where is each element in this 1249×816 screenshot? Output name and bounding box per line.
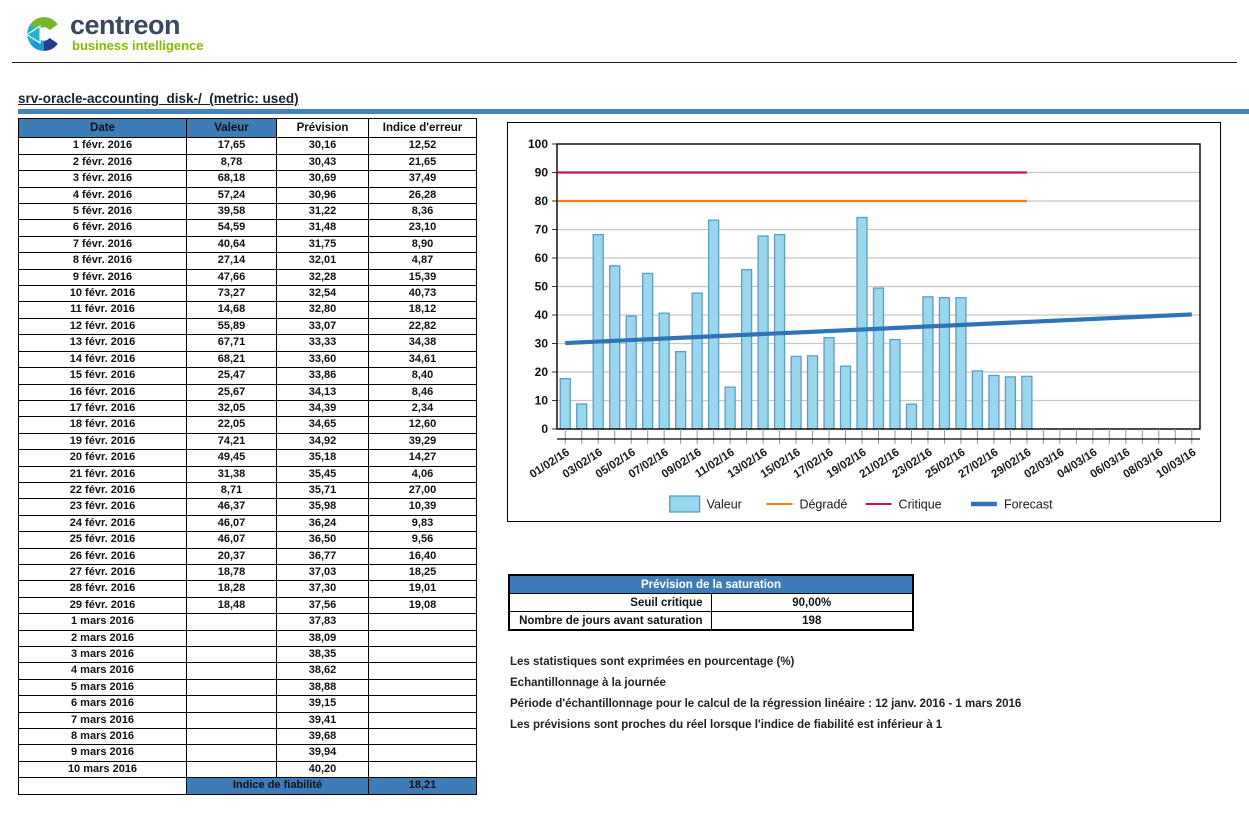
error-cell: 10,39 <box>369 499 477 515</box>
error-cell: 9,56 <box>369 532 477 548</box>
prevision-cell: 33,07 <box>277 318 369 334</box>
value-cell: 46,07 <box>187 532 277 548</box>
value-cell <box>187 663 277 679</box>
valeur-bar <box>692 293 702 429</box>
legend-item-critique <box>866 498 942 512</box>
date-cell: 22 févr. 2016 <box>19 482 187 498</box>
error-cell: 14,27 <box>369 450 477 466</box>
date-cell: 12 févr. 2016 <box>19 318 187 334</box>
value-cell: 74,21 <box>187 433 277 449</box>
date-cell: 29 févr. 2016 <box>19 597 187 613</box>
error-cell <box>369 647 477 663</box>
table-row <box>19 154 477 170</box>
legend-item-dégradé <box>766 498 847 512</box>
x-axis-tick-label: 25/02/16 <box>923 446 968 481</box>
empty-cell <box>19 778 187 794</box>
prevision-cell: 32,80 <box>277 302 369 318</box>
table-row <box>19 679 477 695</box>
logo-tagline: business intelligence <box>72 38 204 53</box>
prevision-cell: 35,45 <box>277 466 369 482</box>
date-cell: 4 févr. 2016 <box>19 187 187 203</box>
y-axis-tick-label: 10 <box>534 393 548 408</box>
error-cell: 18,25 <box>369 564 477 580</box>
date-cell: 6 mars 2016 <box>19 696 187 712</box>
y-axis-tick-label: 30 <box>534 336 548 351</box>
table-row <box>19 499 477 515</box>
date-cell: 28 févr. 2016 <box>19 581 187 597</box>
table-row <box>19 302 477 318</box>
saturation-header-row <box>509 575 913 594</box>
error-cell: 4,87 <box>369 253 477 269</box>
y-axis-tick-label: 80 <box>534 194 548 208</box>
logo-wordmark: centreon <box>70 10 181 40</box>
table-row <box>19 761 477 777</box>
table-row <box>19 171 477 187</box>
error-cell: 12,52 <box>369 138 477 154</box>
value-cell <box>187 745 277 761</box>
valeur-bar <box>676 352 686 429</box>
note-line: Période d'échantillonnage pour le calcul de la régression linéaire : 12 janv. 2016 - 1 mars 2016 <box>510 698 1022 710</box>
value-cell: 68,18 <box>187 171 277 187</box>
value-cell <box>187 614 277 630</box>
prevision-cell: 40,20 <box>277 761 369 777</box>
x-axis-tick-label: 07/02/16 <box>626 446 671 481</box>
prevision-cell: 35,18 <box>277 450 369 466</box>
value-cell <box>187 761 277 777</box>
table-row <box>19 532 477 548</box>
prevision-cell: 32,28 <box>277 269 369 285</box>
date-cell: 9 mars 2016 <box>19 745 187 761</box>
value-cell: 73,27 <box>187 286 277 302</box>
date-cell: 26 févr. 2016 <box>19 548 187 564</box>
date-cell: 23 févr. 2016 <box>19 499 187 515</box>
legend-item-forecast <box>971 498 1053 512</box>
prevision-cell: 34,65 <box>277 417 369 433</box>
valeur-bar <box>972 371 982 429</box>
x-axis-tick-label: 15/02/16 <box>758 446 803 481</box>
valeur-bar <box>626 316 636 429</box>
date-cell: 17 févr. 2016 <box>19 400 187 416</box>
value-cell: 20,37 <box>187 548 277 564</box>
value-cell: 17,65 <box>187 138 277 154</box>
saturation-label: Nombre de jours avant saturation <box>509 612 711 631</box>
prevision-cell: 30,43 <box>277 154 369 170</box>
value-cell: 18,48 <box>187 597 277 613</box>
date-cell: 4 mars 2016 <box>19 663 187 679</box>
x-axis-tick-label: 23/02/16 <box>890 446 935 481</box>
table-row <box>19 318 477 334</box>
table-row <box>19 335 477 351</box>
error-cell <box>369 761 477 777</box>
table-row <box>19 630 477 646</box>
valeur-bar <box>643 273 653 429</box>
report-notes <box>510 652 1021 736</box>
valeur-bar <box>577 404 587 429</box>
value-cell: 46,07 <box>187 515 277 531</box>
value-cell <box>187 712 277 728</box>
prevision-cell: 31,48 <box>277 220 369 236</box>
table-row <box>19 187 477 203</box>
value-cell: 49,45 <box>187 450 277 466</box>
title-accent-bar <box>18 109 1249 114</box>
value-cell: 40,64 <box>187 236 277 252</box>
top-divider <box>12 62 1237 63</box>
error-cell: 9,83 <box>369 515 477 531</box>
prevision-cell: 39,68 <box>277 729 369 745</box>
prevision-cell: 36,50 <box>277 532 369 548</box>
table-row <box>19 368 477 384</box>
legend-label: Valeur <box>706 497 742 512</box>
error-cell: 19,01 <box>369 581 477 597</box>
table-row <box>19 286 477 302</box>
value-cell: 22,05 <box>187 417 277 433</box>
valeur-bar <box>808 356 818 429</box>
value-cell: 25,67 <box>187 384 277 400</box>
x-axis-tick-label: 06/03/16 <box>1088 446 1133 481</box>
table-row <box>19 663 477 679</box>
error-cell: 15,39 <box>369 269 477 285</box>
prevision-cell: 37,03 <box>277 564 369 580</box>
date-cell: 16 févr. 2016 <box>19 384 187 400</box>
error-cell: 21,65 <box>369 154 477 170</box>
table-row <box>19 548 477 564</box>
table-row <box>19 515 477 531</box>
table-row <box>19 647 477 663</box>
value-cell: 39,58 <box>187 204 277 220</box>
x-axis-tick-label: 10/03/16 <box>1154 446 1199 481</box>
error-cell: 22,82 <box>369 318 477 334</box>
date-cell: 10 mars 2016 <box>19 761 187 777</box>
error-cell: 26,28 <box>369 187 477 203</box>
table-row <box>19 450 477 466</box>
x-axis-tick-label: 17/02/16 <box>791 446 836 481</box>
column-header-valeur: Valeur <box>187 119 277 138</box>
y-axis-tick-label: 40 <box>534 308 548 322</box>
value-cell <box>187 729 277 745</box>
centreon-logo-icon <box>26 16 62 52</box>
date-cell: 25 févr. 2016 <box>19 532 187 548</box>
x-axis-tick-label: 11/02/16 <box>693 446 737 481</box>
table-row <box>19 417 477 433</box>
x-axis-tick-label: 02/03/16 <box>1022 446 1067 481</box>
forecast-chart <box>507 122 1221 522</box>
value-cell: 14,68 <box>187 302 277 318</box>
error-cell: 34,61 <box>369 351 477 367</box>
y-axis-tick-label: 100 <box>527 137 548 151</box>
column-header-indice-erreur: Indice d'erreur <box>369 119 477 138</box>
prevision-cell: 38,62 <box>277 663 369 679</box>
value-cell: 31,38 <box>187 466 277 482</box>
prevision-cell: 37,56 <box>277 597 369 613</box>
error-cell: 8,40 <box>369 368 477 384</box>
y-axis-tick-label: 90 <box>534 165 548 180</box>
table-row <box>19 729 477 745</box>
metrics-table <box>18 118 477 795</box>
date-cell: 5 févr. 2016 <box>19 204 187 220</box>
prevision-cell: 31,75 <box>277 236 369 252</box>
date-cell: 7 févr. 2016 <box>19 236 187 252</box>
valeur-bar <box>560 379 570 429</box>
table-row <box>19 236 477 252</box>
error-cell: 16,40 <box>369 548 477 564</box>
column-header-date: Date <box>19 119 187 138</box>
x-axis-tick-label: 05/02/16 <box>593 446 638 481</box>
x-axis-tick-label: 21/02/16 <box>857 446 902 481</box>
saturation-value: 90,00% <box>711 594 913 612</box>
error-cell: 18,12 <box>369 302 477 318</box>
table-row <box>19 466 477 482</box>
y-axis-tick-label: 20 <box>534 365 548 379</box>
value-cell: 25,47 <box>187 368 277 384</box>
table-row <box>19 581 477 597</box>
reliability-label: Indice de fiabilité <box>187 778 369 794</box>
y-axis-tick-label: 0 <box>541 422 548 436</box>
valeur-bar <box>906 404 916 429</box>
x-axis-tick-label: 13/02/16 <box>725 446 770 481</box>
prevision-cell: 39,15 <box>277 696 369 712</box>
date-cell: 20 févr. 2016 <box>19 450 187 466</box>
error-cell: 12,60 <box>369 417 477 433</box>
date-cell: 18 févr. 2016 <box>19 417 187 433</box>
error-cell: 19,08 <box>369 597 477 613</box>
x-axis-tick-label: 01/02/16 <box>527 446 572 481</box>
y-axis-tick-label: 60 <box>534 251 548 265</box>
table-row <box>19 482 477 498</box>
x-axis-tick-label: 29/02/16 <box>989 446 1034 481</box>
saturation-value: 198 <box>711 612 913 631</box>
valeur-bar <box>890 340 900 429</box>
date-cell: 8 mars 2016 <box>19 729 187 745</box>
saturation-row <box>509 594 913 612</box>
legend-key-valeur <box>670 496 700 512</box>
legend-item-valeur <box>670 496 742 512</box>
x-axis-tick-label: 27/02/16 <box>956 446 1001 481</box>
prevision-cell: 38,88 <box>277 679 369 695</box>
value-cell: 18,78 <box>187 564 277 580</box>
prevision-cell: 38,35 <box>277 647 369 663</box>
prevision-cell: 30,96 <box>277 187 369 203</box>
error-cell <box>369 679 477 695</box>
table-row <box>19 597 477 613</box>
date-cell: 11 févr. 2016 <box>19 302 187 318</box>
value-cell: 54,59 <box>187 220 277 236</box>
valeur-bar <box>923 297 933 429</box>
y-axis-tick-label: 70 <box>534 222 548 237</box>
saturation-row <box>509 612 913 631</box>
prevision-cell: 30,16 <box>277 138 369 154</box>
value-cell: 18,28 <box>187 581 277 597</box>
chart-svg <box>508 123 1220 521</box>
valeur-bar <box>857 218 867 429</box>
valeur-bar <box>742 270 752 429</box>
table-row <box>19 220 477 236</box>
date-cell: 9 févr. 2016 <box>19 269 187 285</box>
prevision-cell: 34,39 <box>277 400 369 416</box>
valeur-bar <box>610 266 620 429</box>
prevision-cell: 33,60 <box>277 351 369 367</box>
table-row <box>19 384 477 400</box>
error-cell: 39,29 <box>369 433 477 449</box>
date-cell: 19 févr. 2016 <box>19 433 187 449</box>
prevision-cell: 34,92 <box>277 433 369 449</box>
prevision-cell: 34,13 <box>277 384 369 400</box>
legend-label: Critique <box>898 497 942 512</box>
error-cell: 40,73 <box>369 286 477 302</box>
value-cell: 27,14 <box>187 253 277 269</box>
prevision-cell: 36,24 <box>277 515 369 531</box>
date-cell: 3 mars 2016 <box>19 647 187 663</box>
prevision-cell: 33,33 <box>277 335 369 351</box>
error-cell <box>369 712 477 728</box>
valeur-bar <box>725 387 735 429</box>
prevision-cell: 32,54 <box>277 286 369 302</box>
error-cell: 34,38 <box>369 335 477 351</box>
prevision-cell: 39,41 <box>277 712 369 728</box>
value-cell: 46,37 <box>187 499 277 515</box>
prevision-cell: 37,30 <box>277 581 369 597</box>
value-cell: 8,71 <box>187 482 277 498</box>
reliability-row <box>19 778 477 794</box>
prevision-cell: 32,01 <box>277 253 369 269</box>
value-cell: 32,05 <box>187 400 277 416</box>
valeur-bar <box>709 220 719 429</box>
error-cell: 8,46 <box>369 384 477 400</box>
x-axis-tick-label: 09/02/16 <box>659 446 704 481</box>
date-cell: 6 févr. 2016 <box>19 220 187 236</box>
date-cell: 13 févr. 2016 <box>19 335 187 351</box>
error-cell <box>369 663 477 679</box>
table-row <box>19 712 477 728</box>
error-cell: 27,00 <box>369 482 477 498</box>
error-cell: 2,34 <box>369 400 477 416</box>
valeur-bar <box>1022 376 1032 429</box>
prevision-cell: 38,09 <box>277 630 369 646</box>
table-row <box>19 745 477 761</box>
error-cell: 8,90 <box>369 236 477 252</box>
prevision-cell: 33,86 <box>277 368 369 384</box>
legend-label: Forecast <box>1003 497 1053 512</box>
x-axis-tick-label: 08/03/16 <box>1121 446 1166 481</box>
date-cell: 24 févr. 2016 <box>19 515 187 531</box>
error-cell <box>369 745 477 761</box>
valeur-bar <box>824 338 834 429</box>
table-row <box>19 433 477 449</box>
valeur-bar <box>841 366 851 429</box>
value-cell <box>187 679 277 695</box>
x-axis-tick-label: 04/03/16 <box>1055 446 1100 481</box>
page-title: srv-oracle-accounting disk-/ (metric: used) <box>18 91 299 106</box>
value-cell <box>187 630 277 646</box>
date-cell: 15 févr. 2016 <box>19 368 187 384</box>
error-cell: 37,49 <box>369 171 477 187</box>
date-cell: 5 mars 2016 <box>19 679 187 695</box>
date-cell: 3 févr. 2016 <box>19 171 187 187</box>
date-cell: 14 févr. 2016 <box>19 351 187 367</box>
date-cell: 1 mars 2016 <box>19 614 187 630</box>
saturation-title: Prévision de la saturation <box>509 575 913 594</box>
prevision-cell: 35,71 <box>277 482 369 498</box>
value-cell: 57,24 <box>187 187 277 203</box>
valeur-bar <box>659 313 669 429</box>
valeur-bar <box>956 298 966 429</box>
value-cell <box>187 696 277 712</box>
prevision-cell: 36,77 <box>277 548 369 564</box>
valeur-bar <box>791 356 801 429</box>
note-line: Echantillonnage à la journée <box>510 677 666 689</box>
metrics-header-row <box>19 119 477 138</box>
valeur-bar <box>593 235 603 429</box>
table-row <box>19 204 477 220</box>
error-cell <box>369 630 477 646</box>
prevision-cell: 35,98 <box>277 499 369 515</box>
y-axis-tick-label: 50 <box>534 279 548 294</box>
error-cell <box>369 614 477 630</box>
x-axis-tick-label: 03/02/16 <box>560 446 605 481</box>
date-cell: 21 févr. 2016 <box>19 466 187 482</box>
valeur-bar <box>989 375 999 429</box>
table-row <box>19 138 477 154</box>
value-cell: 47,66 <box>187 269 277 285</box>
note-line: Les statistiques sont exprimées en pourcentage (%) <box>510 656 795 668</box>
note-line: Les prévisions sont proches du réel lorsque l'indice de fiabilité est inférieur à 1 <box>510 719 943 731</box>
date-cell: 10 févr. 2016 <box>19 286 187 302</box>
error-cell: 4,06 <box>369 466 477 482</box>
prevision-cell: 31,22 <box>277 204 369 220</box>
legend-label: Dégradé <box>799 497 848 512</box>
table-row <box>19 696 477 712</box>
date-cell: 7 mars 2016 <box>19 712 187 728</box>
error-cell: 8,36 <box>369 204 477 220</box>
value-cell <box>187 647 277 663</box>
date-cell: 27 févr. 2016 <box>19 564 187 580</box>
valeur-bar <box>874 288 884 429</box>
saturation-table <box>508 574 914 631</box>
table-row <box>19 269 477 285</box>
error-cell <box>369 696 477 712</box>
error-cell <box>369 729 477 745</box>
error-cell: 23,10 <box>369 220 477 236</box>
column-header-prevision: Prévision <box>277 119 369 138</box>
table-row <box>19 351 477 367</box>
saturation-label: Seuil critique <box>509 594 711 612</box>
centreon-logo <box>26 12 204 53</box>
value-cell: 8,78 <box>187 154 277 170</box>
x-axis-tick-label: 19/02/16 <box>824 446 869 481</box>
prevision-cell: 30,69 <box>277 171 369 187</box>
table-row <box>19 564 477 580</box>
table-row <box>19 614 477 630</box>
prevision-cell: 39,94 <box>277 745 369 761</box>
table-row <box>19 253 477 269</box>
value-cell: 68,21 <box>187 351 277 367</box>
valeur-bar <box>939 298 949 429</box>
date-cell: 2 mars 2016 <box>19 630 187 646</box>
value-cell: 67,71 <box>187 335 277 351</box>
value-cell: 55,89 <box>187 318 277 334</box>
reliability-value: 18,21 <box>369 778 477 794</box>
table-row <box>19 400 477 416</box>
date-cell: 1 févr. 2016 <box>19 138 187 154</box>
valeur-bar <box>1005 377 1015 429</box>
prevision-cell: 37,83 <box>277 614 369 630</box>
date-cell: 8 févr. 2016 <box>19 253 187 269</box>
date-cell: 2 févr. 2016 <box>19 154 187 170</box>
